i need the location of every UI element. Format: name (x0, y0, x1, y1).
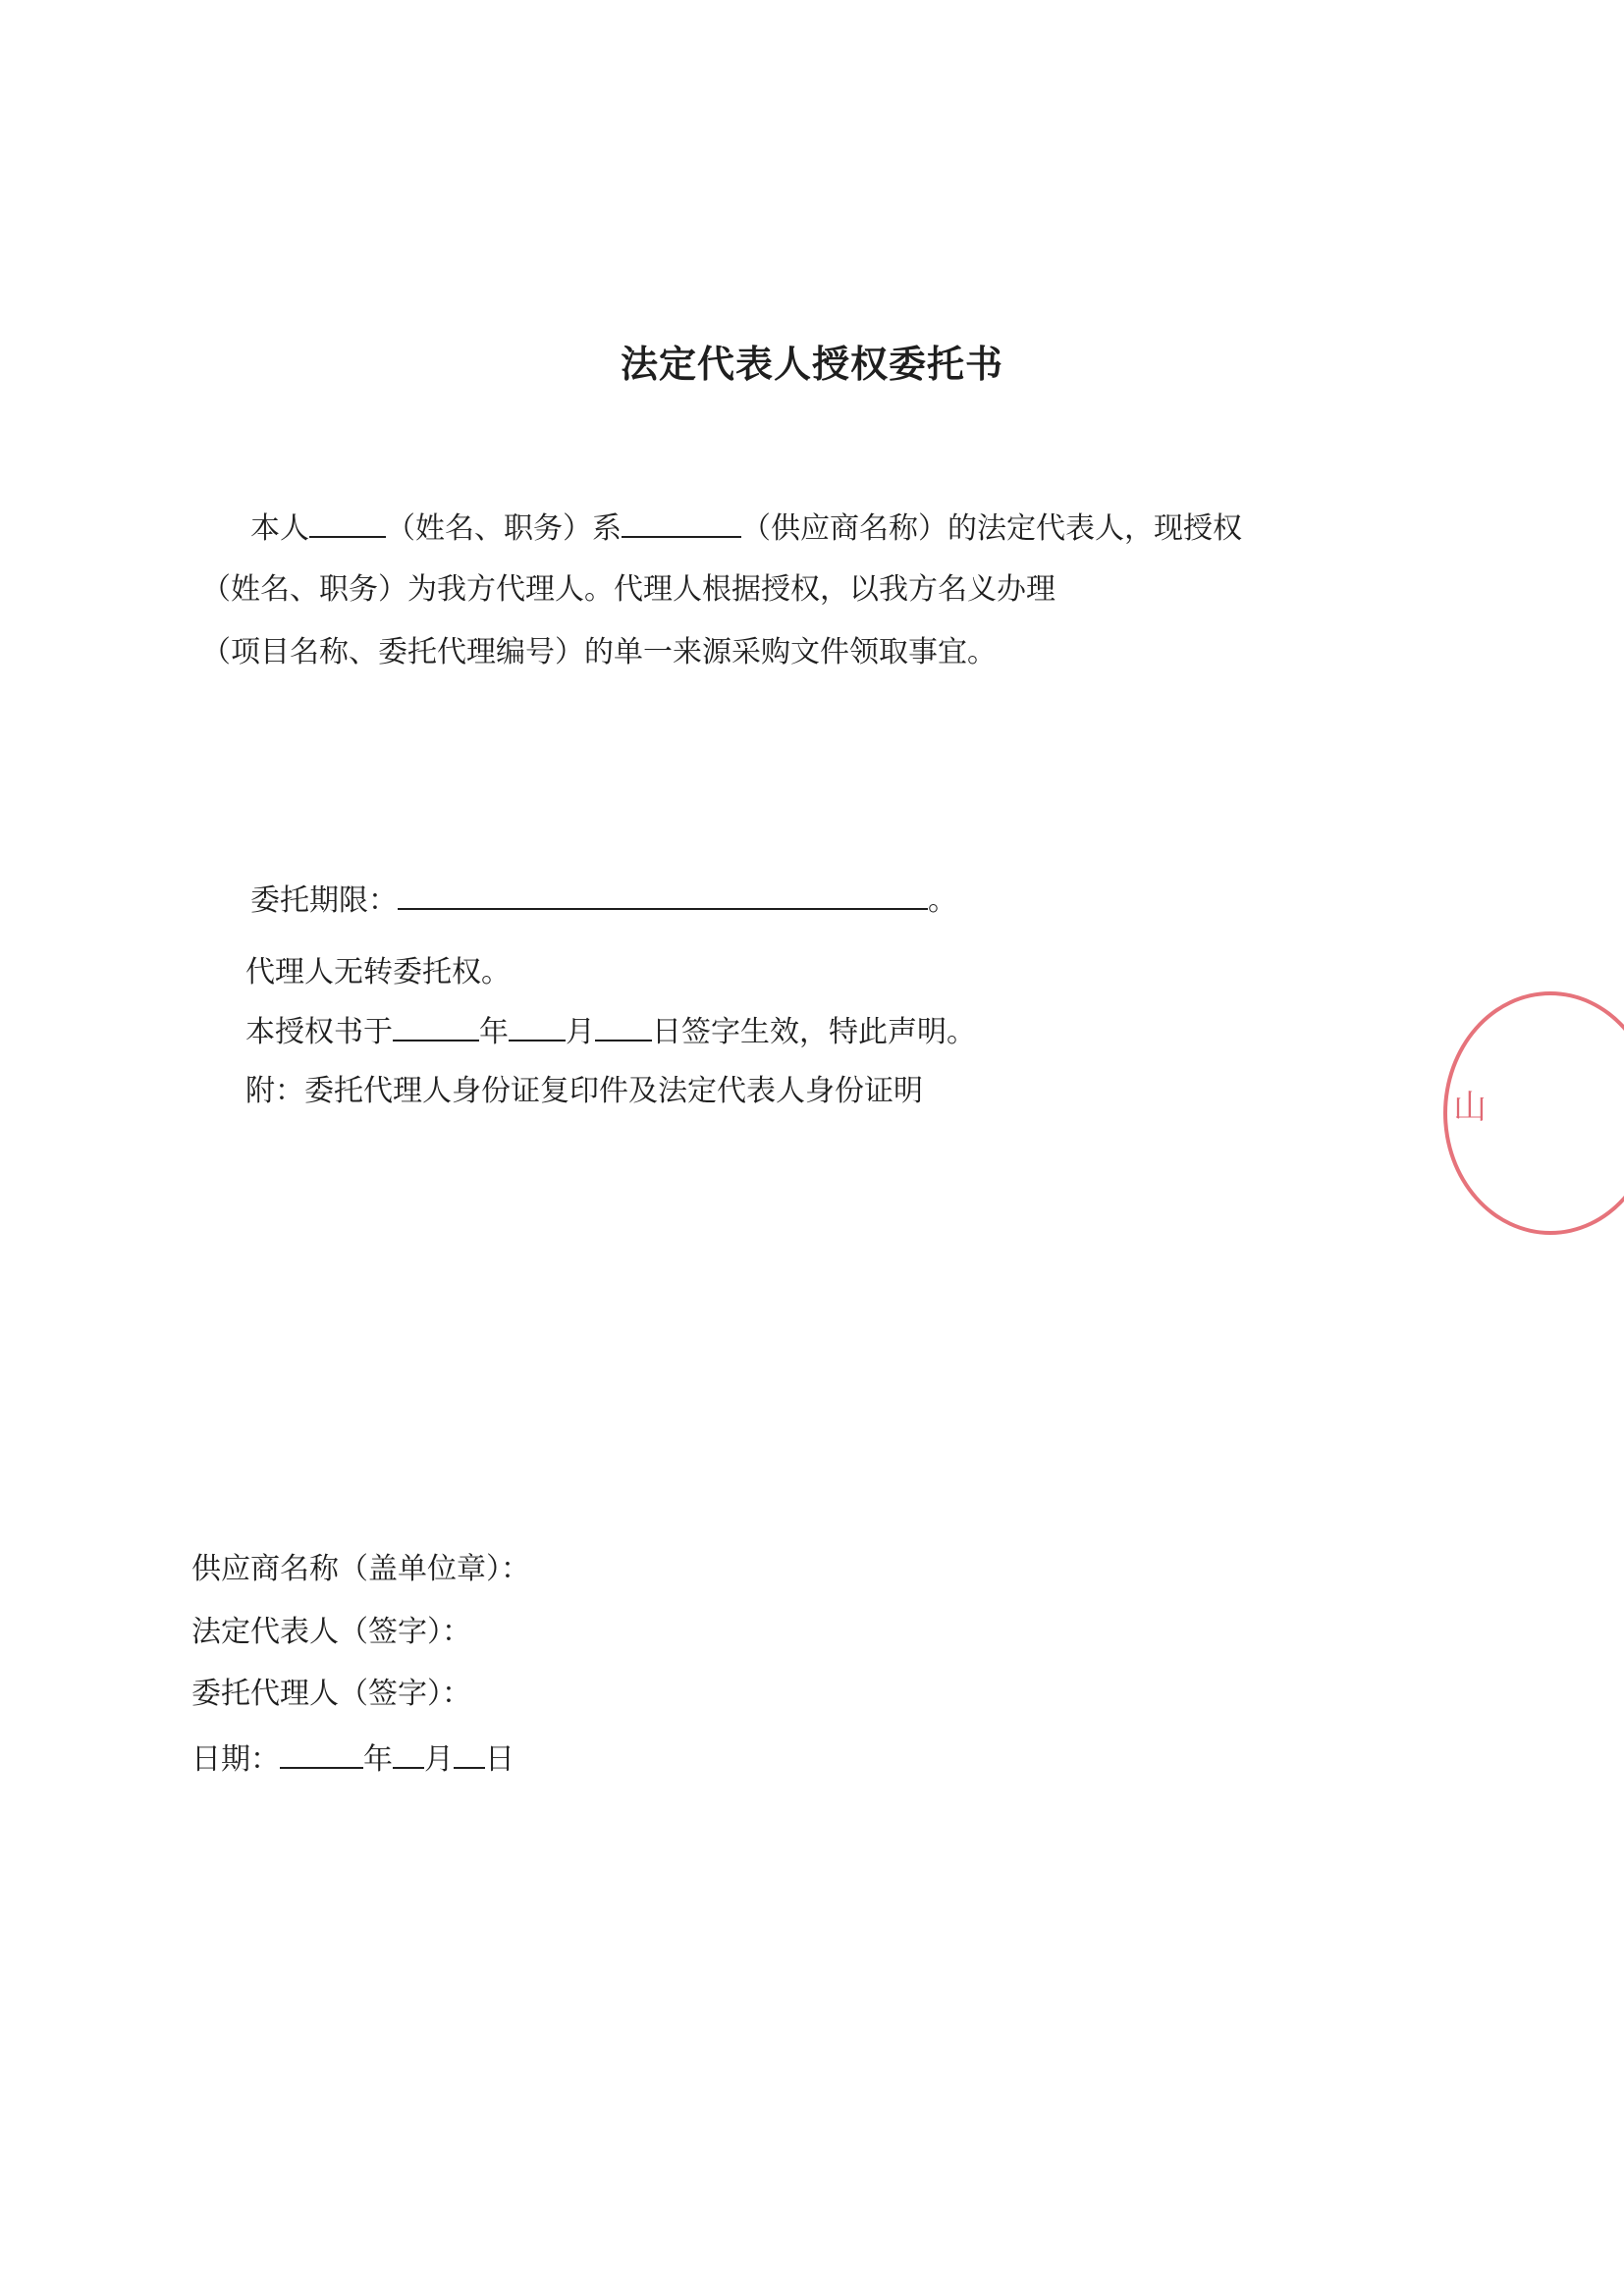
term-label: 委托期限： (250, 883, 398, 918)
effective-text: 本授权书于 (245, 1015, 393, 1049)
legal-rep-sign-line: 法定代表人（签字）： (191, 1615, 471, 1649)
document-title: 法定代表人授权委托书 (620, 342, 1003, 386)
supplier-name-blank (622, 507, 741, 538)
effective-day-suffix: 日签字生效，特此声明。 (652, 1015, 976, 1049)
effective-year: 年 (479, 1015, 509, 1049)
date-label: 日期： (191, 1742, 280, 1777)
term-end: 。 (928, 883, 957, 918)
date-line (191, 1737, 514, 1780)
para1-line3: （项目名称、委托代理编号）的单一来源采购文件领取事宜。 (201, 635, 997, 669)
supplier-seal-line: 供应商名称（盖单位章）： (191, 1552, 530, 1586)
para1-line2: （姓名、职务）为我方代理人。代理人根据授权，以我方名义办理 (201, 572, 1056, 607)
effective-year-blank (393, 1010, 479, 1041)
effective-month: 月 (566, 1015, 595, 1049)
effective-day-blank (595, 1010, 652, 1041)
effective-month-blank (509, 1010, 566, 1041)
attachment-line: 附：委托代理人身份证复印件及法定代表人身份证明 (245, 1074, 923, 1108)
date-day-blank (454, 1737, 485, 1769)
para1-line1 (250, 507, 1242, 549)
para1-text-b: （姓名、职务）系 (386, 511, 622, 546)
term-blank (398, 879, 928, 910)
agent-sign-line: 委托代理人（签字）： (191, 1677, 471, 1711)
date-year: 年 (363, 1742, 393, 1777)
date-day: 日 (485, 1742, 514, 1777)
date-month: 月 (424, 1742, 454, 1777)
term-line (250, 879, 957, 921)
date-month-blank (393, 1737, 424, 1769)
date-year-blank (280, 1737, 363, 1769)
para1-text-a: 本人 (250, 511, 309, 546)
para1-text-c: （供应商名称）的法定代表人，现授权 (741, 511, 1242, 546)
effective-line (245, 1010, 976, 1052)
seal-character: 山 (1453, 1088, 1487, 1127)
no-transfer-line: 代理人无转委托权。 (245, 955, 511, 989)
name-title-blank (309, 507, 386, 538)
